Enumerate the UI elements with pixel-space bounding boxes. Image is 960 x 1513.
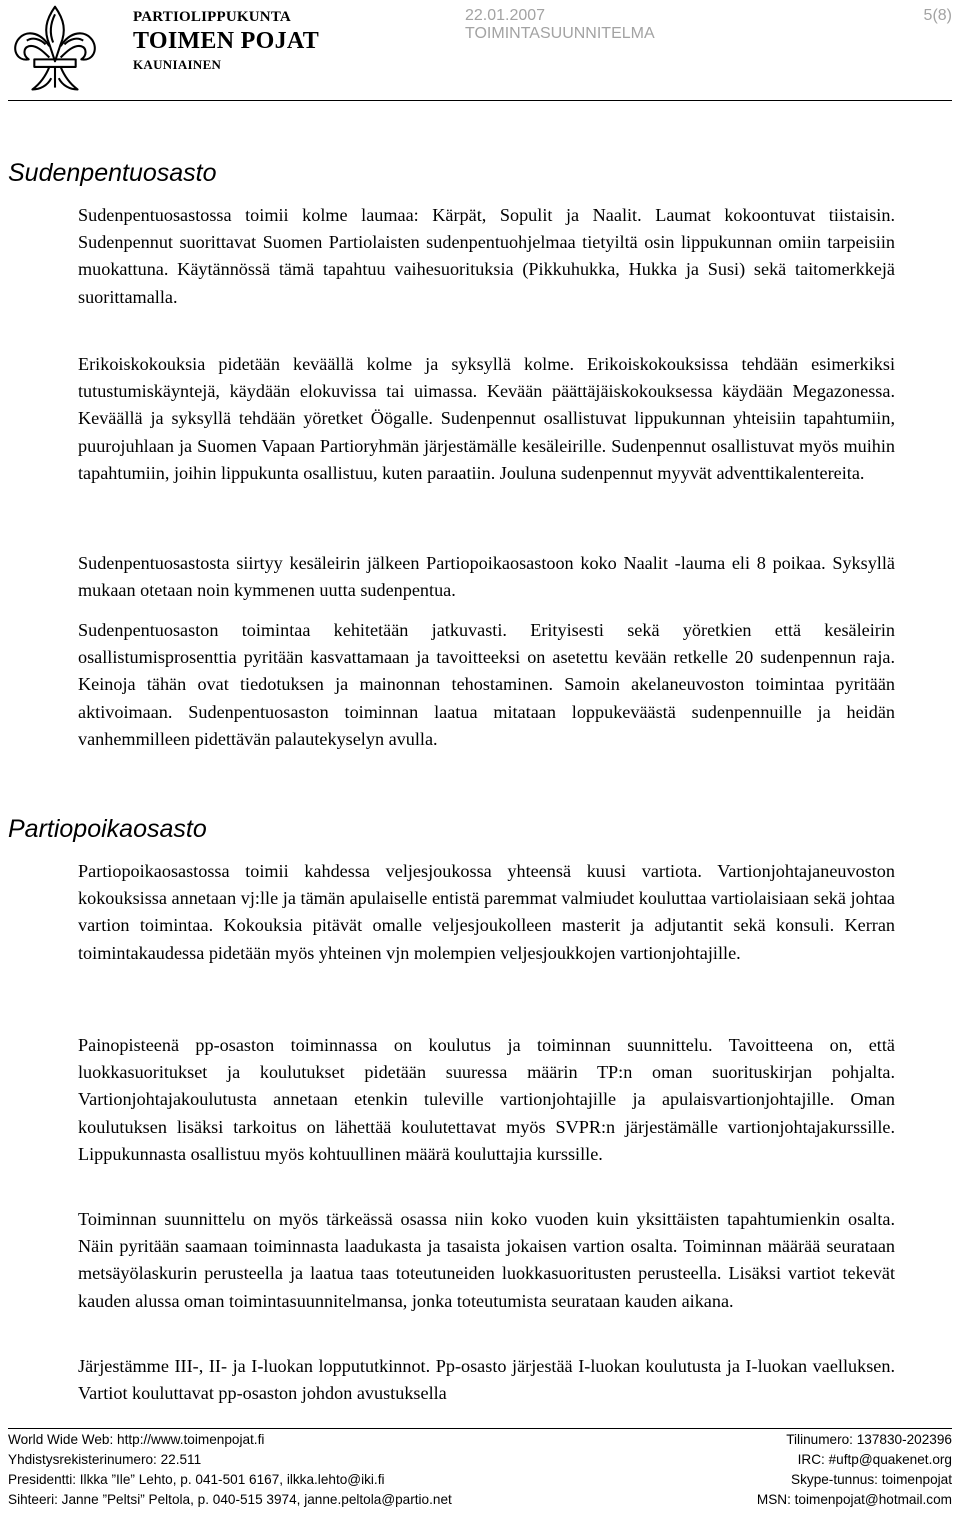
footer-skype: Skype-tunnus: toimenpojat (791, 1472, 952, 1487)
fleur-de-lis-logo (8, 2, 102, 98)
header-divider (8, 100, 952, 101)
header-date: 22.01.2007 (465, 7, 546, 24)
footer-irc: IRC: #uftp@quakenet.org (797, 1452, 952, 1467)
paragraph: Painopisteenä pp-osaston toiminnassa on koulutus ja toiminnan suunnittelu. Tavoitteena on, että luokkasuoritukset ja koulutukset pidetään suuressa määrin TP:n oman suorituskirjan pohjalta. Vartionjohtajakoulutusta annetaan etenkin tuleville vartionjohtajille ja apulaisvartionjohtajille. Oman koulutuksen lisäksi tarkoitus on lähettää koulutettavat myös SVPR:n järjestämälle vartionjohtajakurssille. Lippukunnasta osallistuu myös kohtuullinen määrä kouluttajia kurssille. (78, 1035, 895, 1164)
organization-name (133, 8, 319, 75)
footer-divider (8, 1428, 952, 1429)
org-line-2: TOIMEN POJAT (133, 28, 320, 54)
org-line-1: PARTIOLIPPUKUNTA (133, 9, 291, 25)
footer-president: Presidentti: Ilkka ”Ile” Lehto, p. 041-501 6167, ilkka.lehto@iki.fi (8, 1472, 385, 1487)
footer-contact-right (757, 1430, 952, 1510)
footer-contact-left (8, 1430, 452, 1510)
paragraph: Partiopoikaosastossa toimii kahdessa veljesjoukossa yhteensä kuusi vartiota. Vartionjohtajaneuvoston kokouksissa annetaan vj:lle ja tämän apulaiselle entistä paremmat valmiudet kouluttaa vartiolaisiaan sekä johtaa vartion toimintaa. Kokouksia pitävät omalle veljesjoukolleen masterit ja adjutantit sekä konsuli. Kerran toimintakaudessa pidetään myös yhteinen vjn molempien veljesjoukkojen vartionjohtajille. (78, 861, 895, 963)
paragraph: Toiminnan suunnittelu on myös tärkeässä osassa niin koko vuoden kuin yksittäisten tapahtumienkin osalta. Näin pyritään saamaan toiminnasta laadukasta ja tasaista jokaisen vartion osalta. Toiminnan määrää seurataan metsäyölaskurin perusteella ja laatua taas toteutuneiden luokkasuoritusten perusteella. Lisäksi vartiot tekevät kauden alussa oman toimintasuunnitelmansa, jonka toteutumista seurataan kauden aikana. (78, 1209, 895, 1311)
org-line-3: KAUNIAINEN (133, 57, 222, 72)
section-title-partiopoikaosasto: Partiopoikaosasto (8, 815, 207, 843)
footer-account-number: Tilinumero: 137830-202396 (786, 1432, 952, 1447)
paragraph: Sudenpentuosastosta siirtyy kesäleirin jälkeen Partiopoikaosastoon koko Naalit -lauma eli 8 poikaa. Syksyllä mukaan otetaan noin kymmenen uutta sudenpentua. (78, 553, 895, 601)
footer-msn: MSN: toimenpojat@hotmail.com (756, 1492, 952, 1507)
footer-website: World Wide Web: http://www.toimenpojat.fi (8, 1432, 265, 1447)
paragraph: Erikoiskokouksia pidetään keväällä kolme ja syksyllä kolme. Erikoiskokouksissa tehdään esimerkiksi tutustumiskäyntejä, käydään elokuvissa tai uimassa. Kevään päättäjäiskokouksessa käydään Megazonessa. Keväällä ja syksyllä tehdään yöretket Öögalle. Sudenpennut osallistuvat lippukunnan yhteisiin tapahtumiin, puurojuhlaan ja Suomen Vapaan Partioryhmän järjestämälle kesäleirille. Sudenpennut osallistuvat myös muihin tapahtumiin, joihin lippukunta osallistuu, kuten paraatiin. Jouluna sudenpennut myyvät adventtikalentereita. (78, 354, 895, 483)
paragraph: Sudenpentuosastossa toimii kolme laumaa: Kärpät, Sopulit ja Naalit. Laumat kokoontuvat tiistaisin. Sudenpennut suorittavat Suomen Partiolaisten sudenpentuohjelmaa tietyiltä osin lippukunnan omiin tarpeisiin muokattuna. Käytännössä tämä tapahtuu vaihesuorituksia (Pikkuhukka, Hukka ja Susi) sekä taitomerkkejä suorittamalla. (78, 205, 895, 307)
paragraph: Järjestämme III-, II- ja I-luokan loppututkinnot. Pp-osasto järjestää I-luokan koulutusta ja I-luokan vaelluksen. Vartiot kouluttavat pp-osaston johdon avustuksella (78, 1356, 895, 1404)
footer-secretary: Sihteeri: Janne ”Peltsi” Peltola, p. 040-515 3974, janne.peltola@partio.net (8, 1492, 452, 1507)
footer-registry-number: Yhdistysrekisterinumero: 22.511 (8, 1452, 202, 1467)
section-title-sudenpentuosasto: Sudenpentuosasto (8, 159, 217, 187)
paragraph: Sudenpentuosaston toimintaa kehitetään jatkuvasti. Erityisesti sekä yöretkien että kesäleirin osallistumisprosenttia pyritään kasvattamaan ja tavoitteeksi on asetettu kevään retkelle 20 sudenpennun raja. Keinoja tähän ovat tiedotuksen ja mainonnan tehostaminen. Samoin akelaneuvoston toimintaa pyritään aktivoimaan. Sudenpentuosaston toiminnan laatua mitataan loppukeväästä sudenpennuille ja heidän vanhemmilleen pidettävän palautekyselyn avulla. (78, 620, 895, 749)
header-document-title: TOIMINTASUUNNITELMA (465, 25, 655, 42)
header-page-number: 5(8) (923, 7, 952, 24)
